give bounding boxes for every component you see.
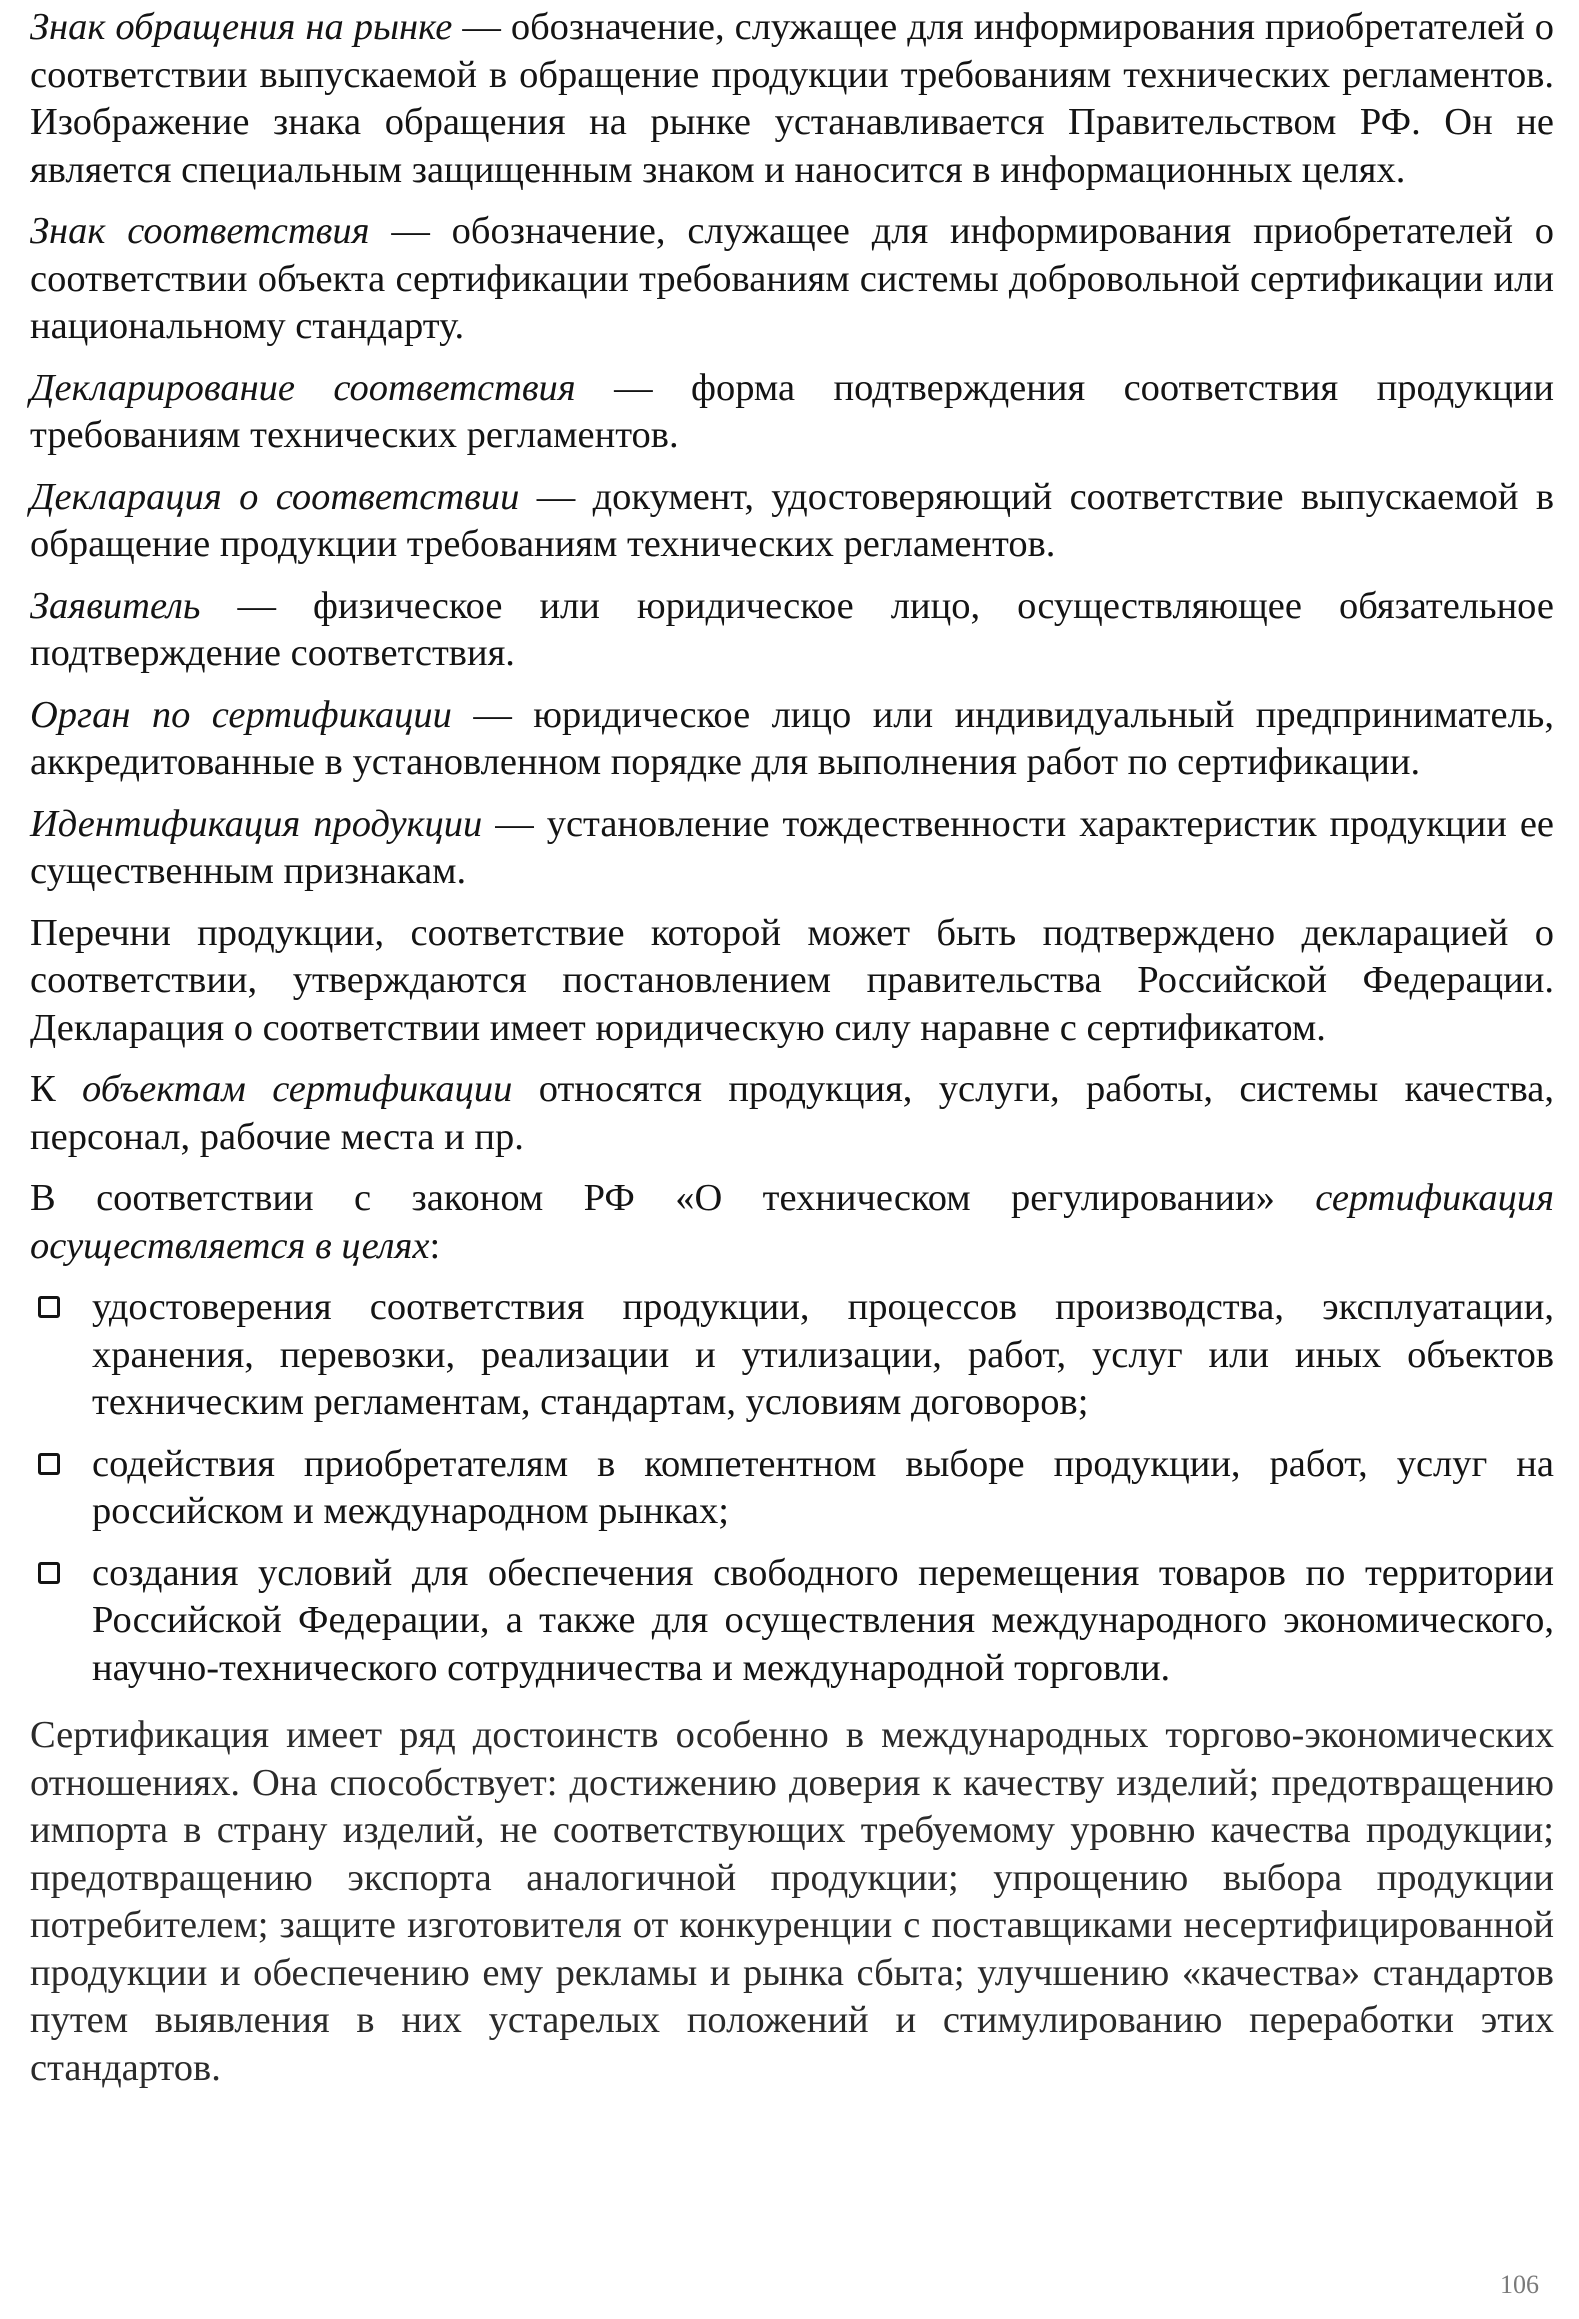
definition-paragraph (30, 4, 1554, 194)
definition-paragraph (30, 474, 1554, 569)
definition-paragraph (30, 692, 1554, 787)
list-item-text: создания условий для обеспечения свободного перемещения товаров по территории Российской Федерации, а также для осуществления международного экономического, научно-технического сотрудничества и международной торговли. (92, 1551, 1554, 1689)
definition-term: Знак соответствия (30, 210, 370, 252)
list-item (30, 1441, 1554, 1536)
declaration-paragraph: Перечни продукции, соответствие которой может быть подтверждено декларацией о соответствии, утверждаются постановлением правительства Российской Федерации. Декларация о соответствии имеет юридическую силу наравне с сертификатом. (30, 911, 1554, 1049)
goals-intro-suffix: : (429, 1224, 441, 1267)
objects-suffix: относятся продукция, услуги, работы, системы качества, персонал, рабочие места и пр. (30, 1068, 1554, 1158)
goals-intro-paragraph (30, 1175, 1554, 1270)
goals-list (30, 1284, 1554, 1692)
definition-text: — документ, удостоверяющий соответствие выпускаемой в обращение продукции требованиям технических регламентов. (30, 475, 1554, 565)
objects-emphasis: объектам сертификации (82, 1068, 513, 1110)
definition-term: Орган по сертификации (30, 693, 452, 736)
checkbox-bullet-icon (38, 1296, 60, 1318)
definition-paragraph (30, 801, 1554, 896)
definition-term: Декларация о соответствии (30, 475, 520, 518)
definition-text: — обозначение, служащее для информирования приобретателей о соответствии выпускаемой в обращение продукции требованиям технических регламентов. Изображение знака обращения на рынке устанавливается Правительством РФ. Он не является специальным защищенным знаком и наносится в информационных целях. (30, 6, 1555, 191)
definition-term: Заявитель (30, 584, 201, 627)
definition-term: Декларирование соответствия (30, 366, 576, 409)
list-item (30, 1550, 1554, 1693)
document-page (30, 4, 1554, 2106)
list-item-text: содействия приобретателям в компетентном выборе продукции, работ, услуг на российском и международном рынках; (92, 1442, 1554, 1532)
definition-text: — юридическое лицо или индивидуальный предприниматель, аккредитованные в установленном порядке для выполнения работ по сертификации. (30, 693, 1554, 783)
objects-prefix: К (30, 1068, 83, 1110)
definition-term: Идентификация продукции (30, 802, 483, 845)
definition-text: — установление тождественности характеристик продукции ее существенным признакам. (30, 802, 1554, 892)
goals-intro-emphasis: сертификация осуществляется в целях (30, 1177, 1554, 1267)
definition-paragraph (30, 583, 1554, 678)
goals-intro-prefix: В соответствии с законом РФ «О техническом регулировании» (30, 1177, 1316, 1219)
objects-paragraph (30, 1066, 1554, 1161)
definition-paragraph (30, 208, 1554, 351)
definition-term: Знак обращения на рынке (30, 6, 453, 48)
checkbox-bullet-icon (38, 1453, 60, 1475)
page-number: 106 (1500, 2270, 1539, 2299)
list-item (30, 1284, 1554, 1427)
definition-paragraph (30, 365, 1554, 460)
advantages-paragraph: Сертификация имеет ряд достоинств особенно в международных торгово-экономических отношениях. Она способствует: достижению доверия к качеству изделий; предотвращению импорта в страну изделий, не соответствующих требуемому уровню качества продукции; предотвращению экспорта аналогичной продукции; упрощению выбора продукции потребителем; защите изготовителя от конкуренции с поставщиками несертифицированной продукции и обеспечению ему рекламы и рынка сбыта; улучшению «качества» стандартов путем выявления в них устарелых положений и стимулированию переработки этих стандартов. (30, 1714, 1554, 2089)
checkbox-bullet-icon (38, 1562, 60, 1584)
definition-text: — форма подтверждения соответствия продукции требованиям технических регламентов. (30, 366, 1555, 456)
definition-text: — физическое или юридическое лицо, осуществляющее обязательное подтверждение соответствия. (30, 584, 1554, 674)
list-item-text: удостоверения соответствия продукции, процессов производства, эксплуатации, хранения, перевозки, реализации и утилизации, работ, услуг или иных объектов техническим регламентам, стандартам, условиям договоров; (92, 1286, 1554, 1423)
definition-text: — обозначение, служащее для информирования приобретателей о соответствии объекта сертификации требованиям системы добровольной сертификации или национальному стандарту. (30, 210, 1554, 347)
